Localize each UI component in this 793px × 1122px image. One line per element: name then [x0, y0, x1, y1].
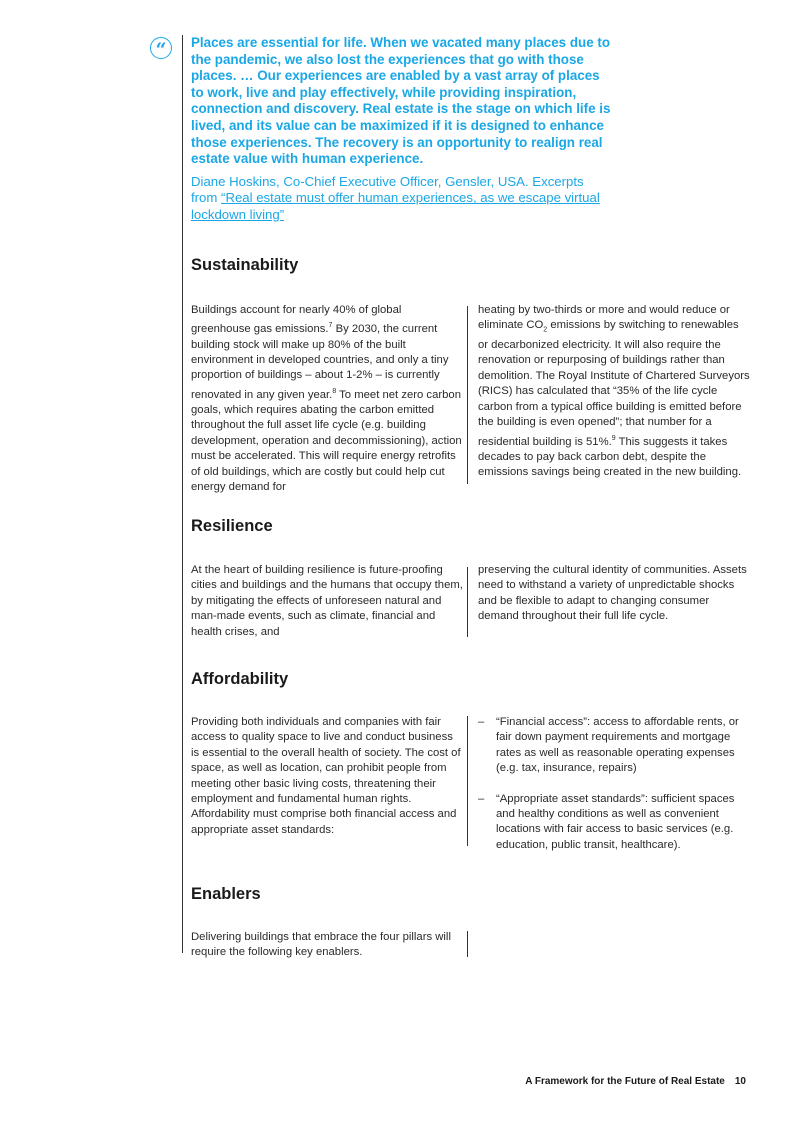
bullet-dash: – — [478, 792, 485, 805]
affordability-column-divider — [467, 716, 468, 846]
page-footer — [525, 1076, 746, 1087]
resilience-text-left: At the heart of building resilience is future-proofing cities and buildings and the humans that occupy them, by mitigating the effects of unforeseen natural and man-made events, such as climate, financial and health crises, and — [191, 564, 463, 638]
bullet-dash: – — [478, 716, 485, 728]
footnote-ref: 8 — [332, 387, 337, 395]
enablers-column-divider — [467, 931, 468, 957]
heading-resilience: Resilience — [191, 517, 273, 535]
sustainability-text-left: Buildings account for nearly 40% of global greenhouse gas emissions.$^7$ By 2030, the current building stock will make up 80% of the built environment in developed countries, and only a tiny proportion of buildings – about 1-2% – is currently renovated in any given year.$^8$ To meet net zero carbon goals, which requires abating the carbon emitted throughout the full asset life cycle (e.g. building development, operation and decommissioning), action must be accelerated. This will require energy retrofits of old buildings, which are costly but could help cut energy demand for — [191, 304, 462, 493]
enablers-text-left: Delivering buildings that embrace the four pillars will require the following key enablers. — [191, 931, 451, 959]
page-number: 10 — [734, 1076, 746, 1087]
attribution-text: Diane Hoskins, Co-Chief Executive Officer, Gensler, USA. Excerpts from — [191, 174, 584, 206]
affordability-text-left: Providing both individuals and companies with fair access to quality space to live and conduct business is essential to the overall health of society. The cost of space, as well as location, can prohibit people from meeting other basic living costs, threatening their employment and fundamental human rights. Affordability must comprise both financial access and appropriate asset standards: — [191, 716, 461, 836]
footnote-ref: 9 — [611, 434, 616, 442]
source-article-link[interactable]: “Real estate must offer human experiences, as we escape virtual lockdown living” — [191, 190, 600, 222]
heading-sustainability: Sustainability — [191, 256, 299, 274]
sustainability-text-right: heating by two-thirds or more and would reduce or eliminate $CO_2$ emissions by switching to renewables or decarbonized electricity. It will also require the renovation or repurposing of buildings rather than demolition. The Royal Institute of Chartered Surveyors (RICS) has calculated that “35% of the life cycle carbon from a typical office building is emitted before the building is even opened”; that number for a residential building is 51%.$^9$ This suggests it takes decades to pay back carbon debt, despite the emissions savings being created in the new building. — [478, 304, 750, 479]
resilience-text-right: preserving the cultural identity of communities. Assets need to withstand a variety of unpredictable shocks and be flexible to adapt to changing consumer demand throughout their full life cycle. — [478, 564, 747, 623]
quote-attribution — [191, 174, 611, 223]
affordability-bullets — [478, 715, 750, 853]
quote-divider — [182, 35, 183, 953]
pull-quote: Places are essential for life. When we vacated many places due to the pandemic, we also lost the experiences that go with those places. … Our experiences are enabled by a vast array of places to work, live and play effectively, while providing inspiration, connection and discovery. Real estate is the stage on which life is lived, and its value can be maximized if it is designed to enhance those experiences. The recovery is an opportunity to realign real estate value with human experience. — [191, 35, 611, 167]
footnote-ref: 7 — [328, 322, 333, 330]
quotation-marks-icon: “ — [150, 37, 172, 59]
sustainability-column-divider — [467, 306, 468, 484]
list-item: – “Appropriate asset standards”: sufficient spaces and healthy conditions as well as convenient locations with fair access to basic services (e.g. education, public transit, healthcare). — [478, 792, 735, 851]
heading-enablers: Enablers — [191, 885, 261, 903]
footer-title: A Framework for the Future of Real Estate — [525, 1076, 725, 1087]
list-item: – “Financial access”: access to affordable rents, or fair down payment requirements and mortgage rates as well as reasonable operating expenses (e.g. tax, insurance, repairs) — [478, 716, 739, 775]
resilience-column-divider — [467, 567, 468, 637]
subscript: 2 — [543, 326, 548, 334]
heading-affordability: Affordability — [191, 670, 289, 688]
